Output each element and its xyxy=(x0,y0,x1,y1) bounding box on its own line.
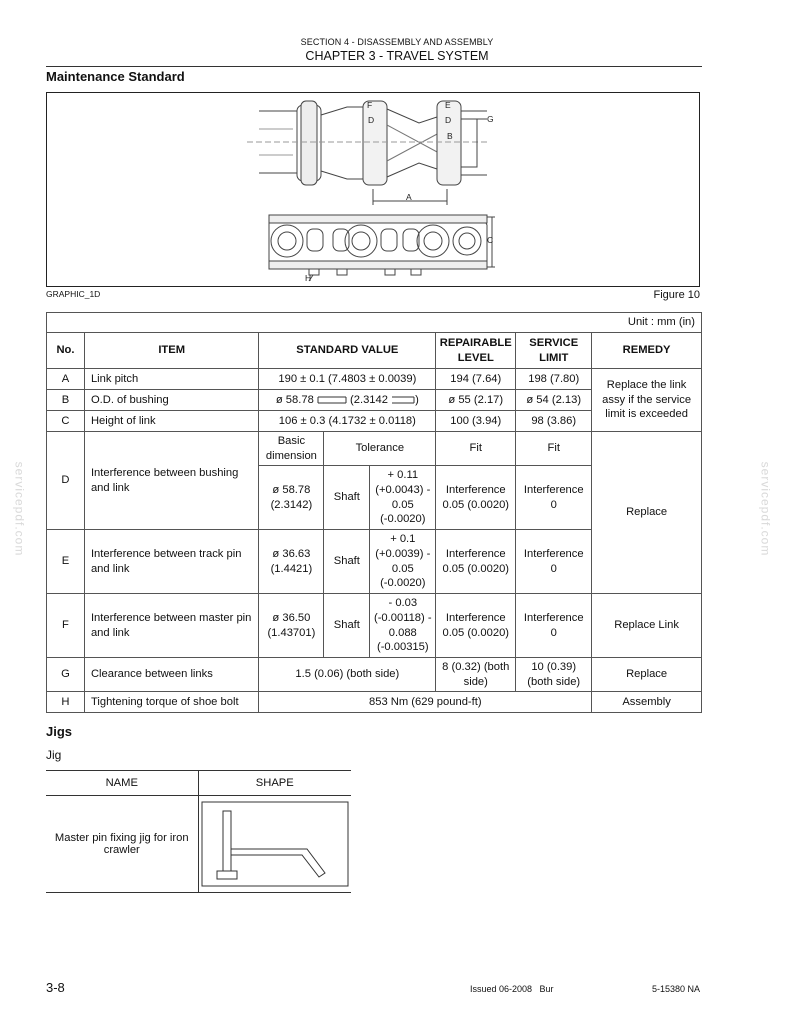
figure-label-h: H xyxy=(305,273,312,283)
row-no: H xyxy=(47,692,85,713)
row-service: 198 (7.80) xyxy=(516,369,592,390)
row-no: F xyxy=(47,594,85,658)
row-basic: ø 36.63 (1.4421) xyxy=(259,530,324,594)
header-service-limit: SERVICE LIMIT xyxy=(516,333,592,369)
row-no: B xyxy=(47,390,85,411)
row-tolerance: + 0.11 (+0.0043) - 0.05 (-0.0020) xyxy=(370,466,436,530)
subheader-basic-dimension: Basic dimension xyxy=(259,432,324,466)
de-remedy: Replace xyxy=(592,432,702,594)
figure-caption: Figure 10 xyxy=(653,289,700,301)
row-tolerance: + 0.1 (+0.0039) - 0.05 (-0.0020) xyxy=(370,530,436,594)
row-service: ø 54 (2.13) xyxy=(516,390,592,411)
row-repairable: ø 55 (2.17) xyxy=(436,390,516,411)
row-repairable: Interference 0.05 (0.0020) xyxy=(436,530,516,594)
row-no: E xyxy=(47,530,85,594)
table-row xyxy=(47,692,702,713)
row-part: Shaft xyxy=(324,466,370,530)
header-standard-value: STANDARD VALUE xyxy=(259,333,436,369)
jig-header-shape: SHAPE xyxy=(198,771,351,796)
tolerance-mark-icon xyxy=(391,395,415,405)
subheader-tolerance: Tolerance xyxy=(324,432,436,466)
row-item: Clearance between links xyxy=(84,658,258,692)
bushing-od-inch: (2.3142 xyxy=(350,393,388,406)
chain-side-view xyxy=(269,215,495,281)
header-repairable-level: REPAIRABLE LEVEL xyxy=(436,333,516,369)
header-divider xyxy=(46,66,702,67)
row-item: O.D. of bushing xyxy=(84,390,258,411)
track-link-diagram xyxy=(47,93,699,286)
figure-label-g: G xyxy=(487,114,494,124)
jigs-subtitle: Jig xyxy=(46,748,62,762)
jig-shape-drawing xyxy=(201,801,349,887)
row-repairable: Interference 0.05 (0.0020) xyxy=(436,594,516,658)
document-number: 5-15380 NA xyxy=(651,984,700,994)
watermark-right: servicepdf.com xyxy=(758,461,773,557)
chain-top-view xyxy=(247,101,487,185)
row-part: Shaft xyxy=(324,594,370,658)
f-remedy: Replace Link xyxy=(592,594,702,658)
figure-label-d2: D xyxy=(445,115,452,125)
table-row xyxy=(47,432,702,466)
watermark-left: servicepdf.com xyxy=(12,461,27,557)
row-no: G xyxy=(47,658,85,692)
row-repairable: 100 (3.94) xyxy=(436,411,516,432)
header-remedy: REMEDY xyxy=(592,333,702,369)
unit-label: Unit : mm (in) xyxy=(47,313,702,333)
table-header-row xyxy=(47,333,702,369)
bushing-od: ø 58.78 xyxy=(275,393,314,406)
row-repairable: 8 (0.32) (both side) xyxy=(436,658,516,692)
row-item: Height of link xyxy=(84,411,258,432)
row-no: C xyxy=(47,411,85,432)
figure-label-b: B xyxy=(447,131,453,141)
row-basic: ø 58.78 (2.3142) xyxy=(259,466,324,530)
row-basic: ø 36.50 (1.43701) xyxy=(259,594,324,658)
row-remedy: Assembly xyxy=(592,692,702,713)
row-standard: 1.5 (0.06) (both side) xyxy=(259,658,436,692)
row-item: Interference between track pin and link xyxy=(84,530,258,594)
section-title: Maintenance Standard xyxy=(46,69,185,84)
figure-label-c: C xyxy=(487,235,494,245)
row-service: Interference 0 xyxy=(516,466,592,530)
row-service: 10 (0.39) (both side) xyxy=(516,658,592,692)
table-row xyxy=(47,658,702,692)
jig-header-row xyxy=(46,771,351,796)
header-item: ITEM xyxy=(84,333,258,369)
jig-table xyxy=(46,770,351,893)
row-standard: 853 Nm (629 pound-ft) xyxy=(259,692,592,713)
row-service: Interference 0 xyxy=(516,594,592,658)
jigs-title: Jigs xyxy=(46,724,73,739)
figure-label-e: E xyxy=(445,100,451,110)
row-item: Interference between master pin and link xyxy=(84,594,258,658)
row-standard xyxy=(259,390,436,411)
jig-row xyxy=(46,796,351,893)
row-item: Tightening torque of shoe bolt xyxy=(84,692,258,713)
tolerance-mark-icon xyxy=(317,395,347,405)
row-no: D xyxy=(47,432,85,530)
issued-date: Issued 06-2008 Bur xyxy=(470,984,554,994)
header-no: No. xyxy=(47,333,85,369)
row-repairable: 194 (7.64) xyxy=(436,369,516,390)
figure-label-d1: D xyxy=(368,115,375,125)
row-item: Link pitch xyxy=(84,369,258,390)
jig-name: Master pin fixing jig for iron crawler xyxy=(46,796,198,893)
abc-remedy: Replace the link assy if the service limit is exceeded xyxy=(592,369,702,432)
section-header: SECTION 4 - DISASSEMBLY AND ASSEMBLY xyxy=(300,37,494,47)
chapter-header: CHAPTER 3 - TRAVEL SYSTEM xyxy=(305,49,489,63)
row-service: 98 (3.86) xyxy=(516,411,592,432)
row-service: Interference 0 xyxy=(516,530,592,594)
subheader-fit: Fit xyxy=(436,432,516,466)
figure-label-f: F xyxy=(367,100,373,110)
row-remedy: Replace xyxy=(592,658,702,692)
graphic-id: GRAPHIC_1D xyxy=(46,289,101,299)
row-part: Shaft xyxy=(324,530,370,594)
subheader-fit: Fit xyxy=(516,432,592,466)
maintenance-standard-table xyxy=(46,312,702,713)
figure-frame xyxy=(46,92,700,287)
row-item: Interference between bushing and link xyxy=(84,432,258,530)
row-standard: 190 ± 0.1 (7.4803 ± 0.0039) xyxy=(259,369,436,390)
row-repairable: Interference 0.05 (0.0020) xyxy=(436,466,516,530)
jig-shape xyxy=(198,796,351,893)
row-tolerance: - 0.03 (-0.00118) - 0.088 (-0.00315) xyxy=(370,594,436,658)
figure-label-a: A xyxy=(406,192,412,202)
table-row xyxy=(47,369,702,390)
page-number: 3-8 xyxy=(46,980,65,995)
jig-header-name: NAME xyxy=(46,771,198,796)
row-no: A xyxy=(47,369,85,390)
table-row xyxy=(47,594,702,658)
row-standard: 106 ± 0.3 (4.1732 ± 0.0118) xyxy=(259,411,436,432)
bushing-od-close: ) xyxy=(415,393,419,406)
